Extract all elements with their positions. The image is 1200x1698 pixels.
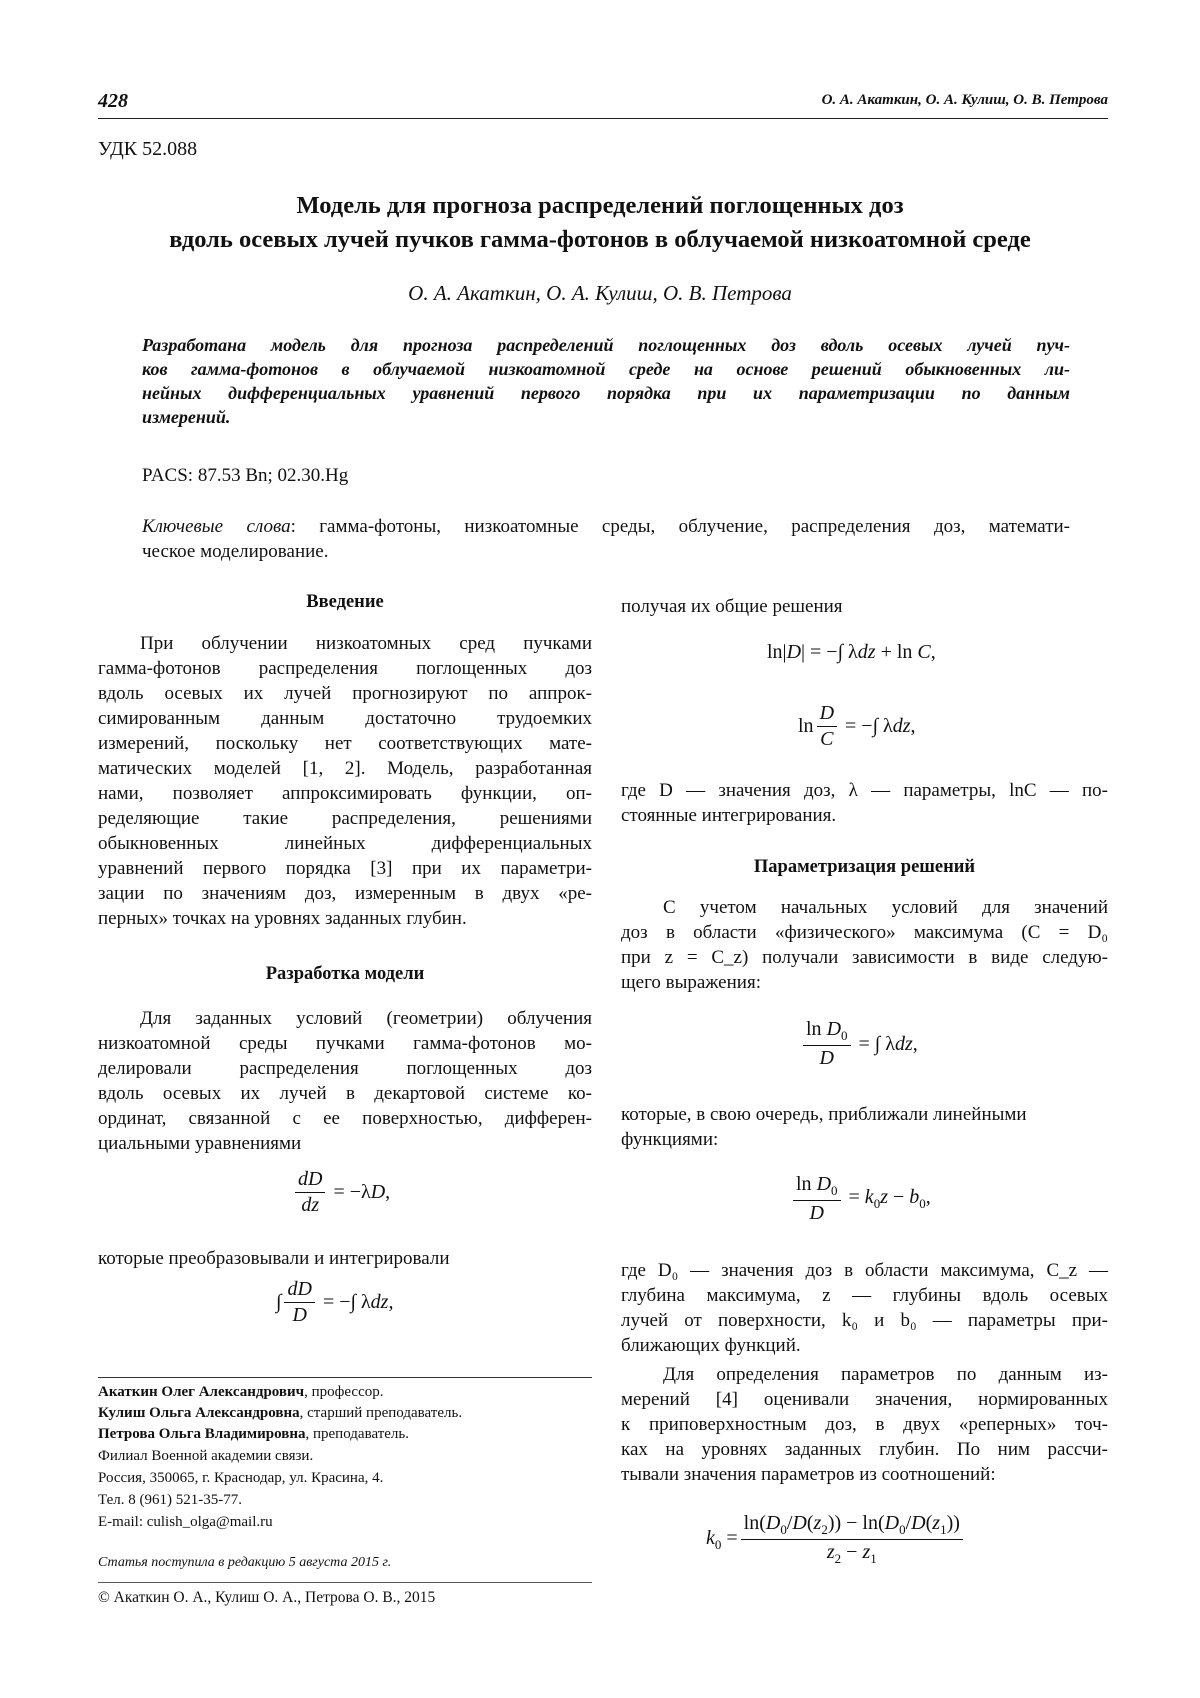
determination-line: Для определения параметров по данным из- — [663, 1364, 1108, 1385]
keywords-line-1 — [142, 514, 1070, 539]
transformed-line: которые преобразовывали и интегрировали — [98, 1248, 450, 1269]
where2-line: где D₀ — значения доз в области максимума, C_z — — [621, 1260, 1108, 1281]
param-line: доз в области «физического» максимума (C = D₀ — [621, 922, 1108, 943]
abstract-line: ков гамма-фотонов в облучаемой низкоатомной среде на основе решений обыкновенных ли- — [142, 359, 1070, 379]
param-line: С учетом начальных условий для значений — [663, 897, 1108, 918]
udk-code: УДК 52.088 — [98, 138, 198, 160]
equation-linear: $\frac{\ln D_0}{D}$ = $k_0z - b_0$, — [790, 1173, 931, 1225]
intro-line: гамма-фотонов распределения поглощенных доз — [98, 658, 592, 679]
footnote-email: E-mail: culish_olga@mail.ru — [98, 1514, 273, 1530]
intro-line: матических моделей [1, 2]. Модель, разработанная — [98, 758, 592, 779]
intro-line: вдоль осевых их лучей прогнозируют по аппрок- — [98, 683, 592, 704]
approx-line: функциями: — [621, 1129, 719, 1150]
intro-line: ределяющие такие распределения, решениями — [98, 808, 592, 829]
where2-line: лучей от поверхности, k₀ и b₀ — параметры при- — [621, 1310, 1108, 1331]
copyright-rule — [98, 1582, 592, 1583]
where-line: стоянные интегрирования. — [621, 805, 837, 826]
keywords-line-2: ческое моделирование. — [142, 541, 329, 562]
running-header — [98, 90, 1108, 119]
determination-line: ках на уровнях заданных глубин. По ним рассчи- — [621, 1439, 1108, 1460]
footnote-phone: Тел. 8 (961) 521-35-77. — [98, 1492, 242, 1508]
equation-k0: $k_0$ = $\frac{\ln(D_0/D(z_2)) - \ln(D_0/D(z_1))}{z_2 - z_1}$ — [706, 1512, 966, 1567]
article-title-line-2: вдоль осевых лучей пучков гамма-фотонов в облучаемой низкоатомной среде — [169, 226, 1031, 253]
model-line: делировали распределения поглощенных доз — [98, 1058, 592, 1079]
model-line: вдоль осевых их лучей в декартовой системе ко- — [98, 1083, 592, 1104]
equation-log-ratio: $\frac{\ln D_0}{D}$ = ∫ λdz, — [800, 1018, 918, 1070]
where2-line: глубина максимума, z — глубины вдоль осевых — [621, 1285, 1108, 1306]
param-line: при z = C_z) получали зависимости в виде следую- — [621, 947, 1108, 968]
intro-line: обыкновенных линейных дифференциальных — [98, 833, 592, 854]
intro-line: При облучении низкоатомных сред пучками — [140, 633, 592, 654]
where2-line: ближающих функций. — [621, 1335, 801, 1356]
model-line: ординат, связанной с ее поверхностью, дифферен- — [98, 1108, 592, 1129]
determination-line: к приповерхностным доз, в двух «реперных» точ- — [621, 1414, 1108, 1435]
page-number: 428 — [98, 90, 128, 112]
equation-general-solution-2: ln $\frac{D}{C}$ = −∫ λdz, — [798, 702, 916, 750]
param-line: щего выражения: — [621, 972, 761, 993]
where-line: где D — значения доз, λ — параметры, lnC — по- — [621, 780, 1108, 801]
model-line: циальными уравнениями — [98, 1133, 302, 1154]
model-line: Для заданных условий (геометрии) облучения — [140, 1008, 592, 1029]
keywords-text: : гамма-фотоны, низкоатомные среды, облучение, распределения доз, математи- — [290, 516, 1070, 537]
footnote-author-3: Петрова Ольга Владимировна, преподаватель. — [98, 1426, 410, 1442]
article-authors: О. А. Акаткин, О. А. Кулиш, О. В. Петрова — [408, 281, 792, 305]
footnote-rule — [98, 1377, 592, 1378]
footnote-address: Россия, 350065, г. Краснодар, ул. Красина, 4. — [98, 1470, 384, 1486]
footnote-author-1: Акаткин Олег Александрович, профессор. — [98, 1384, 384, 1400]
pacs-codes: PACS: 87.53 Bn; 02.30.Hg — [142, 465, 349, 486]
article-title-line-1: Модель для прогноза распределений поглощенных доз — [296, 192, 904, 219]
abstract-line: измерений. — [142, 407, 231, 427]
section-heading-model: Разработка модели — [265, 964, 425, 984]
section-heading-parametrization: Параметризация решений — [753, 857, 976, 877]
copyright: © Акаткин О. А., Кулиш О. А., Петрова О. В., 2015 — [98, 1589, 436, 1606]
keywords-label: Ключевые слова — [142, 516, 291, 537]
intro-line: измерений, поскольку нет соответствующих мате- — [98, 733, 592, 754]
determination-line: тывали значения параметров из соотношений: — [621, 1464, 996, 1485]
model-line: низкоатомной среды пучками гамма-фотонов мо- — [98, 1033, 592, 1054]
abstract-line: Разработана модель для прогноза распределений поглощенных доз вдоль осевых лучей пуч- — [142, 335, 1070, 355]
abstract-line: нейных дифференциальных уравнений первого порядка при их параметризации по данным — [142, 383, 1070, 403]
intro-line: симированным данным достаточно трудоемких — [98, 708, 592, 729]
intro-line: зации по значениям доз, измеренным в двух «ре- — [98, 883, 592, 904]
equation-general-solution-1: ln|D| = −∫ λdz + ln C, — [767, 641, 936, 663]
equation-differential: $\frac{dD}{dz}$ = −λD, — [292, 1168, 390, 1217]
received-date: Статья поступила в редакцию 5 августа 2015 г. — [98, 1555, 392, 1570]
footnote-author-2: Кулиш Ольга Александровна, старший преподаватель. — [98, 1405, 463, 1421]
footnote-affiliation: Филиал Военной академии связи. — [98, 1448, 314, 1464]
intro-line: уравнений первого порядка [3] при их параметри- — [98, 858, 592, 879]
section-heading-introduction: Введение — [306, 592, 384, 612]
intro-line: перных» точках на уровнях заданных глубин. — [98, 908, 467, 929]
intro-line: нами, позволяет аппроксимировать функции, оп- — [98, 783, 592, 804]
approx-line: которые, в свою очередь, приближали линейными — [621, 1104, 1027, 1125]
equation-integral: ∫ $\frac{dD}{D}$ = −∫ λdz, — [276, 1278, 394, 1326]
running-authors: О. А. Акаткин, О. А. Кулиш, О. В. Петрова — [821, 92, 1108, 108]
solutions-intro-line: получая их общие решения — [621, 596, 843, 617]
determination-line: мерений [4] оценивали значения, нормированных — [621, 1389, 1108, 1410]
